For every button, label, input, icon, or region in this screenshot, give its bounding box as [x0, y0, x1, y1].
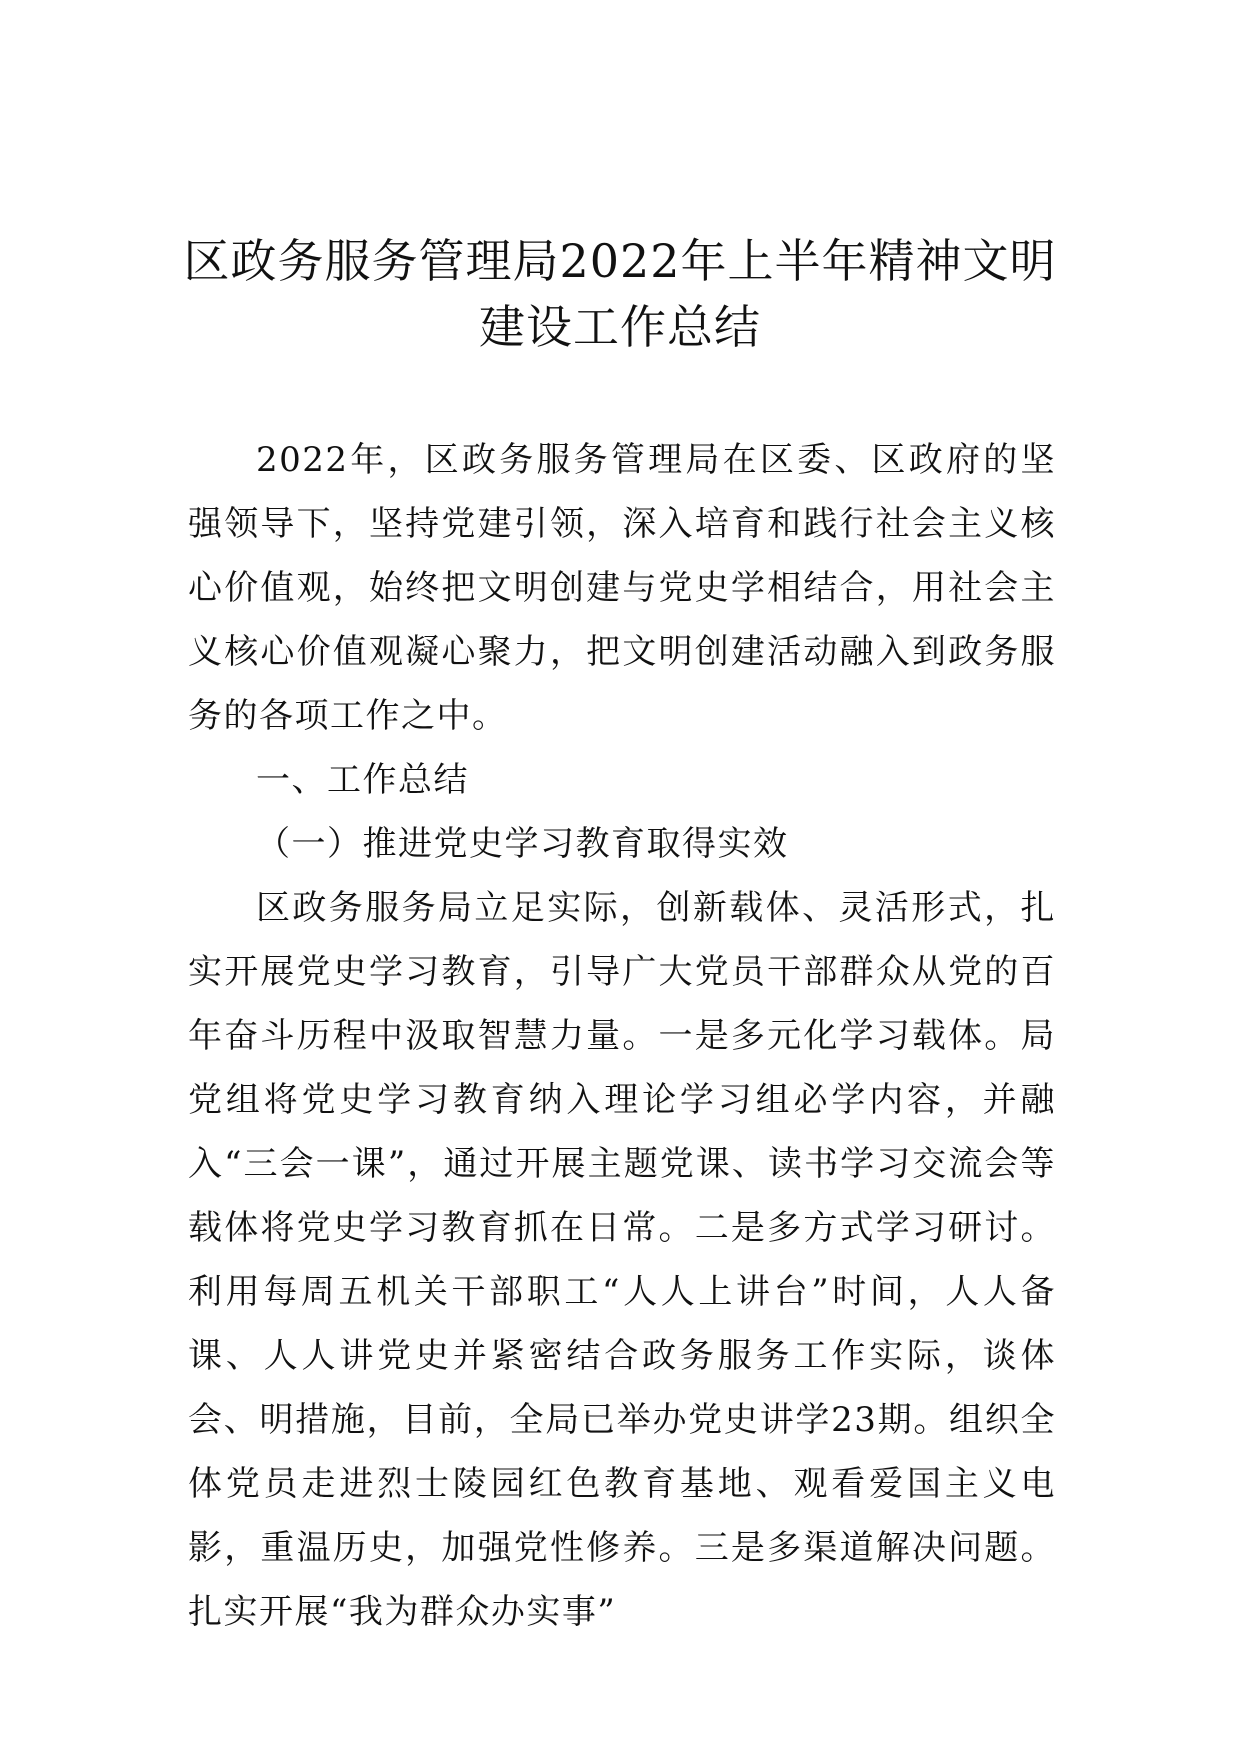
- body-paragraph: 区政务服务局立足实际，创新载体、灵活形式，扎实开展党史学习教育，引导广大党员干部群众从党的百年奋斗历程中汲取智慧力量。一是多元化学习载体。局党组将党史学习教育纳入理论学习组必学内容，并融入“三会一课”，通过开展主题党课、读书学习交流会等载体将党史学习教育抓在日常。二是多方式学习研讨。利用每周五机关干部职工“人人上讲台”时间，人人备课、人人讲党史并紧密结合政务服务工作实际，谈体会、明措施，目前，全局已举办党史讲学23期。组织全体党员走进烈士陵园红色教育基地、观看爱国主义电影，重温历史，加强党性修养。三是多渠道解决问题。扎实开展“我为群众办实事”: [188, 888, 1056, 1632]
- subsection-heading: （一）推进党史学习教育取得实效: [256, 824, 789, 864]
- section-heading: 一、工作总结: [256, 760, 469, 800]
- document-body: [188, 428, 1056, 1644]
- title-line-2: 建设工作总结: [479, 300, 761, 354]
- intro-paragraph: 2022年，区政务服务管理局在区委、区政府的坚强领导下，坚持党建引领，深入培育和践行社会主义核心价值观，始终把文明创建与党史学相结合，用社会主义核心价值观凝心聚力，把文明创建活动融入到政务服务的各项工作之中。: [188, 440, 1056, 736]
- title-line-1: 区政务服务管理局2022年上半年精神文明: [183, 234, 1057, 288]
- document-title: [150, 228, 1090, 360]
